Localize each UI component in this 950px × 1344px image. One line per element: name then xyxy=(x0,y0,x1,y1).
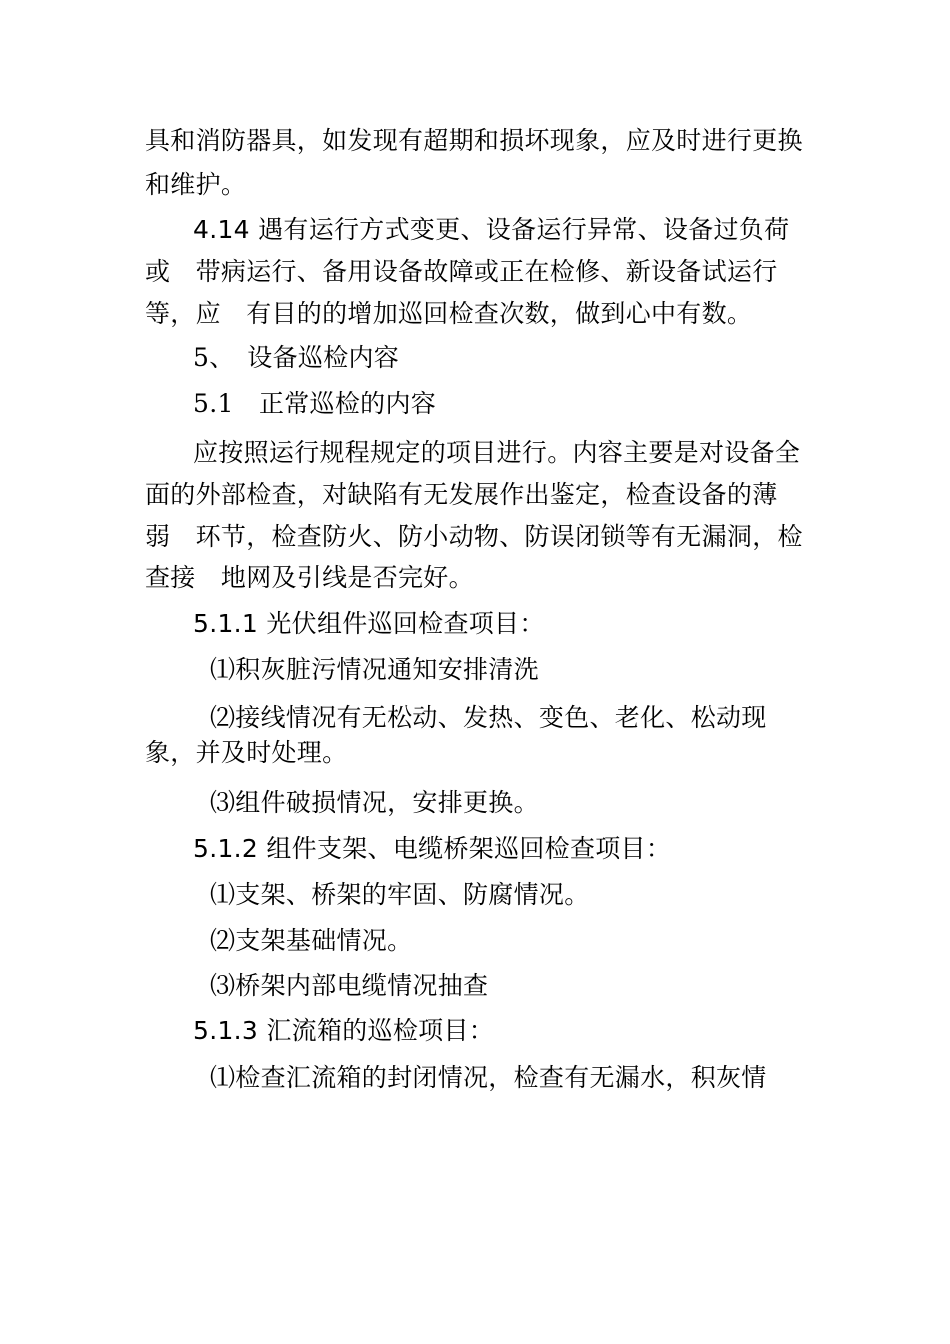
list-item: ⑶组件破损情况，安排更换。 xyxy=(210,788,539,817)
paragraph-line: 或 带病运行、备用设备故障或正在检修、新设备试运行 xyxy=(145,257,778,286)
paragraph-line: 4.14 遇有运行方式变更、设备运行异常、设备过负荷 xyxy=(193,215,790,244)
item-heading: 5.1.1 光伏组件巡回检查项目： xyxy=(193,609,545,638)
list-item: ⑴积灰脏污情况通知安排清洗 xyxy=(210,655,539,684)
list-item: ⑵接线情况有无松动、发热、变色、老化、松动现 xyxy=(210,703,767,732)
paragraph-line: 等，应 有目的的增加巡回检查次数，做到心中有数。 xyxy=(145,299,753,328)
paragraph-line: 应按照运行规程规定的项目进行。内容主要是对设备全 xyxy=(193,438,801,467)
list-item: ⑶桥架内部电缆情况抽查 xyxy=(210,971,489,1000)
paragraph-line: 弱 环节，检查防火、防小动物、防误闭锁等有无漏洞，检 xyxy=(145,522,803,551)
item-heading: 5.1.3 汇流箱的巡检项目： xyxy=(193,1016,495,1045)
paragraph-line: 和维护。 xyxy=(145,170,247,199)
paragraph-line: 查接 地网及引线是否完好。 xyxy=(145,563,474,592)
section-heading: 5、 设备巡检内容 xyxy=(193,343,400,372)
list-item-continuation: 象，并及时处理。 xyxy=(145,738,348,767)
item-heading: 5.1.2 组件支架、电缆桥架巡回检查项目： xyxy=(193,834,672,863)
list-item: ⑴支架、桥架的牢固、防腐情况。 xyxy=(210,880,590,909)
list-item: ⑴检查汇流箱的封闭情况，检查有无漏水，积灰情 xyxy=(210,1063,767,1092)
subsection-heading: 5.1 正常巡检的内容 xyxy=(193,389,437,418)
list-item: ⑵支架基础情况。 xyxy=(210,926,413,955)
paragraph-line: 面的外部检查，对缺陷有无发展作出鉴定，检查设备的薄 xyxy=(145,480,778,509)
paragraph-line: 具和消防器具，如发现有超期和损坏现象，应及时进行更换 xyxy=(145,126,803,155)
